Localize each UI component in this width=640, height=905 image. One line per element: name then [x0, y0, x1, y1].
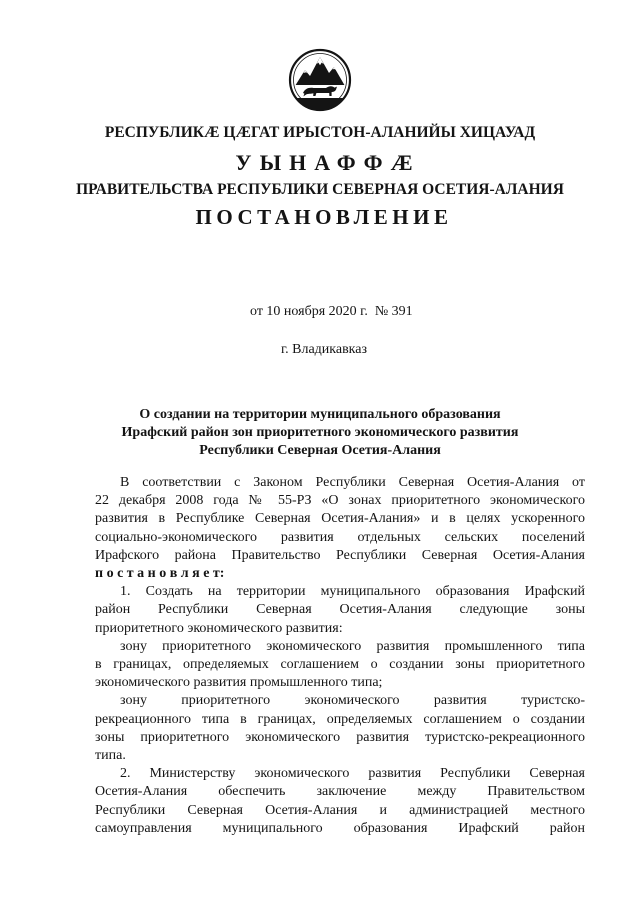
body-line: зоны приоритетного экономического развития туристско-рекреационного	[95, 729, 585, 745]
russian-authority-heading: ПРАВИТЕЛЬСТВА РЕСПУБЛИКИ СЕВЕРНАЯ ОСЕТИЯ-АЛАНИЯ	[76, 181, 564, 198]
title-line: Республики Северная Осетия-Алания	[199, 443, 441, 458]
paragraph-item-2	[95, 765, 585, 838]
ossetian-authority-heading: РЕСПУБЛИКӔ ЦӔГАТ ИРЫСТОН-АЛАНИЙЫ ХИЦАУАД	[104, 124, 536, 141]
body-line: самоуправления муниципального образования Ирафский район	[95, 820, 585, 836]
document-city: г. Владикавказ	[280, 342, 368, 357]
document-body	[95, 474, 585, 838]
resolution-word: п о с т а н о в л я е т:	[95, 566, 225, 582]
body-line: Республики Северная Осетия-Алания и администрацией местного	[95, 802, 585, 818]
body-line: в границах, определяемых соглашением о создании зоны приоритетного	[95, 657, 585, 673]
paragraph-tourist-zone	[95, 692, 585, 765]
russian-document-type: ПОСТАНОВЛЕНИЕ	[195, 205, 453, 229]
body-line: зону приоритетного экономического развития промышленного типа	[120, 638, 585, 654]
document-date: от 10 ноября 2020 г.	[250, 304, 368, 319]
paragraph-preamble	[95, 474, 585, 583]
body-line: рекреационного типа в границах, определяемых соглашением о создании	[95, 711, 585, 727]
body-line: 1. Создать на территории муниципального образования Ирафский	[120, 584, 585, 600]
body-line: 2. Министерству экономического развития Республики Северная	[120, 766, 585, 782]
body-line: социально-экономического развития отдельных сельских поселений	[95, 529, 585, 545]
paragraph-industrial-zone	[95, 638, 585, 693]
date-number-line	[250, 303, 413, 321]
body-line: типа.	[95, 748, 126, 764]
body-line: приоритетного экономического развития:	[95, 620, 343, 636]
body-line: В соответствии с Законом Республики Северная Осетия-Алания от	[120, 475, 585, 490]
document-number: № 391	[374, 304, 413, 319]
title-line: О создании на территории муниципального образования	[139, 407, 501, 422]
title-line: Ирафский район зон приоритетного экономического развития	[121, 425, 519, 440]
ossetian-document-type: УЫНАФФӔ	[235, 150, 421, 175]
body-line: район Республики Северная Осетия-Алания следующие зоны	[95, 602, 585, 618]
body-line: 22 декабря 2008 года № 55-РЗ «О зонах приоритетного экономического	[95, 493, 585, 509]
body-line: развития в Республике Северная Осетия-Алания» и в целях ускоренного	[95, 511, 585, 527]
body-line: Осетия-Алания обеспечить заключение между Правительством	[95, 784, 585, 800]
document-title	[0, 406, 640, 460]
body-line: экономического развития промышленного типа;	[95, 675, 383, 691]
paragraph-item-1	[95, 583, 585, 638]
body-line: Ирафского района Правительство Республики Северная Осетия-Алания	[95, 547, 585, 563]
body-line: зону приоритетного экономического развития туристско-	[120, 693, 585, 709]
coat-of-arms-icon	[288, 48, 352, 112]
